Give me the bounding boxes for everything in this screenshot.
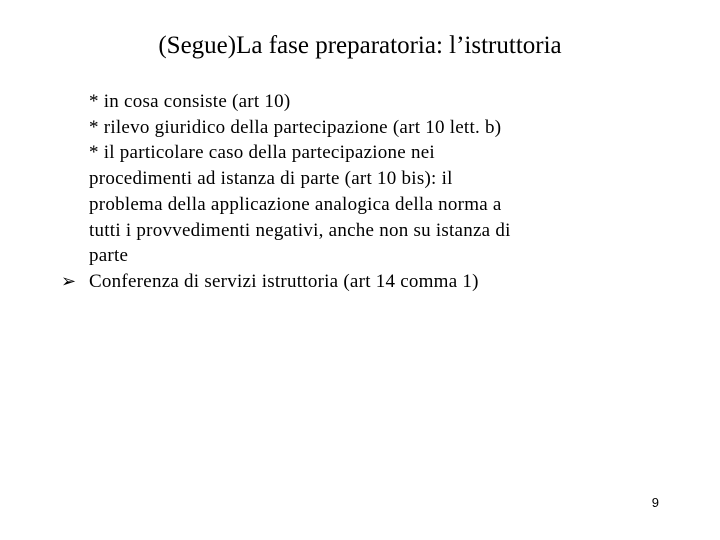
page-number: 9: [651, 495, 659, 510]
list-item-line: Conferenza di servizi istruttoria (art 14 comma 1): [89, 270, 479, 292]
list-item: [0, 115, 720, 141]
arrow-bullet-icon: ➢: [61, 270, 77, 292]
list-item-line: * il particolare caso della partecipazione nei: [89, 142, 435, 164]
list-item-line: parte: [89, 245, 129, 267]
list-item: [0, 269, 720, 295]
list-item-line: * in cosa consiste (art 10): [89, 91, 291, 112]
list-item-line: tutti i provvedimenti negativi, anche non su istanza di: [89, 219, 511, 241]
bullet-list: [0, 89, 720, 295]
list-item: [0, 89, 720, 115]
slide-title: (Segue)La fase preparatoria: l’istruttoria: [158, 32, 562, 59]
list-item-line: procedimenti ad istanza di parte (art 10 bis): il: [89, 168, 453, 190]
list-item-line: problema della applicazione analogica della norma a: [89, 193, 502, 215]
list-item: [0, 140, 720, 269]
list-item-line: * rilevo giuridico della partecipazione (art 10 lett. b): [89, 116, 502, 138]
